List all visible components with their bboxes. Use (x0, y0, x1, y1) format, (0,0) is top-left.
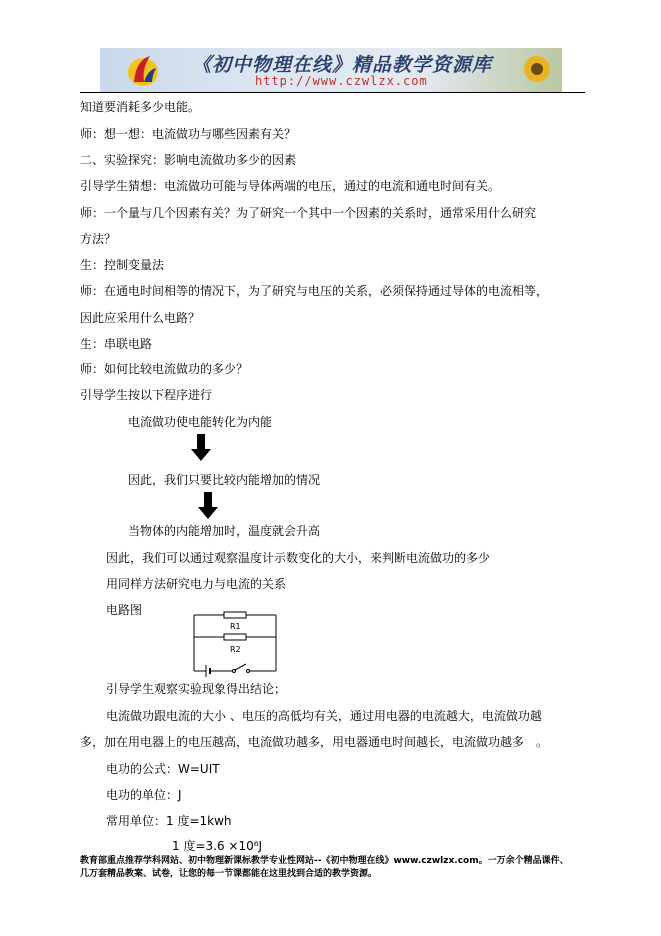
banner-title: 《初中物理在线》精品教学资源库 (192, 54, 493, 76)
text-line: 多，加在用电器上的电压越高，电流做功越多，用电器通电时间越长，电流做功越多 。 (80, 735, 549, 749)
resistor-r1-label: R1 (230, 622, 241, 631)
header-rule (80, 92, 585, 93)
text-line: 师：一个量与几个因素有关？为了研究一个其中一个因素的关系时，通常采用什么研究 (80, 206, 537, 220)
arrow-down-icon (197, 492, 219, 520)
battery-symbol (206, 665, 210, 677)
switch-symbol (233, 664, 250, 673)
text-line: 师：如何比较电流做功的多少？ (80, 362, 249, 376)
unit-line: 电功的单位：J (106, 788, 182, 802)
text-line: 方法？ (80, 232, 117, 246)
text-line: 师：想一想：电流做功与哪些因素有关？ (80, 127, 297, 141)
common-unit-line: 常用单位：1 度=1kwh (106, 814, 232, 828)
flow-step: 电流做功使电能转化为内能 (128, 415, 273, 429)
text-line: 生：串联电路 (80, 337, 153, 351)
arrow-down-icon (190, 434, 212, 462)
footer-line: 几万套精品教案、试卷，让您的每一节课都能在这里找到合适的教学资源。 (80, 869, 378, 879)
conversion-line: 1 度=3.6 ×10⁶J (172, 839, 263, 853)
text-line: 电流做功跟电流的大小 、电压的高低均有关，通过用电器的电流越大，电流做功越 (106, 709, 542, 723)
resistor-r2 (224, 634, 246, 640)
banner-url[interactable]: http://www.czwlzx.com (255, 74, 428, 88)
resistor-r2-label: R2 (230, 645, 241, 654)
footer-line: 教育部重点推荐学科网站、初中物理新课标教学专业性网站--《初中物理在线》www.czwlzx.com。一万余个精品课件、 (80, 856, 569, 866)
text-line: 因此，我们可以通过观察温度计示数变化的大小，来判断电流做功的多少 (106, 551, 491, 565)
text-line: 引导学生猜想：电流做功可能与导体两端的电压，通过的电流和通电时间有关。 (80, 179, 501, 193)
text-line: 用同样方法研究电力与电流的关系 (106, 577, 287, 591)
text-line: 引导学生观察实验现象得出结论； (106, 682, 287, 696)
diagram-label: 电路图 (106, 603, 143, 617)
header-banner (100, 48, 562, 92)
text-line: 师：在通电时间相等的情况下，为了研究与电压的关系，必须保持通过导体的电流相等， (80, 284, 549, 298)
flow-step: 当物体的内能增加时，温度就会升高 (128, 524, 321, 538)
sunflower-icon (522, 54, 552, 84)
text-line: 因此应采用什么电路？ (80, 311, 201, 325)
text-line: 生：控制变量法 (80, 258, 165, 272)
formula-line: 电功的公式：W=UIT (106, 762, 220, 776)
resistor-r1 (224, 612, 246, 618)
site-logo-icon (126, 52, 160, 88)
text-line: 引导学生按以下程序进行 (80, 388, 213, 402)
text-line: 知道要消耗多少电能。 (80, 100, 201, 114)
text-line: 二、实验探究：影响电流做功多少的因素 (80, 153, 297, 167)
flow-step: 因此，我们只要比较内能增加的情况 (128, 473, 321, 487)
circuit-diagram (190, 607, 280, 677)
